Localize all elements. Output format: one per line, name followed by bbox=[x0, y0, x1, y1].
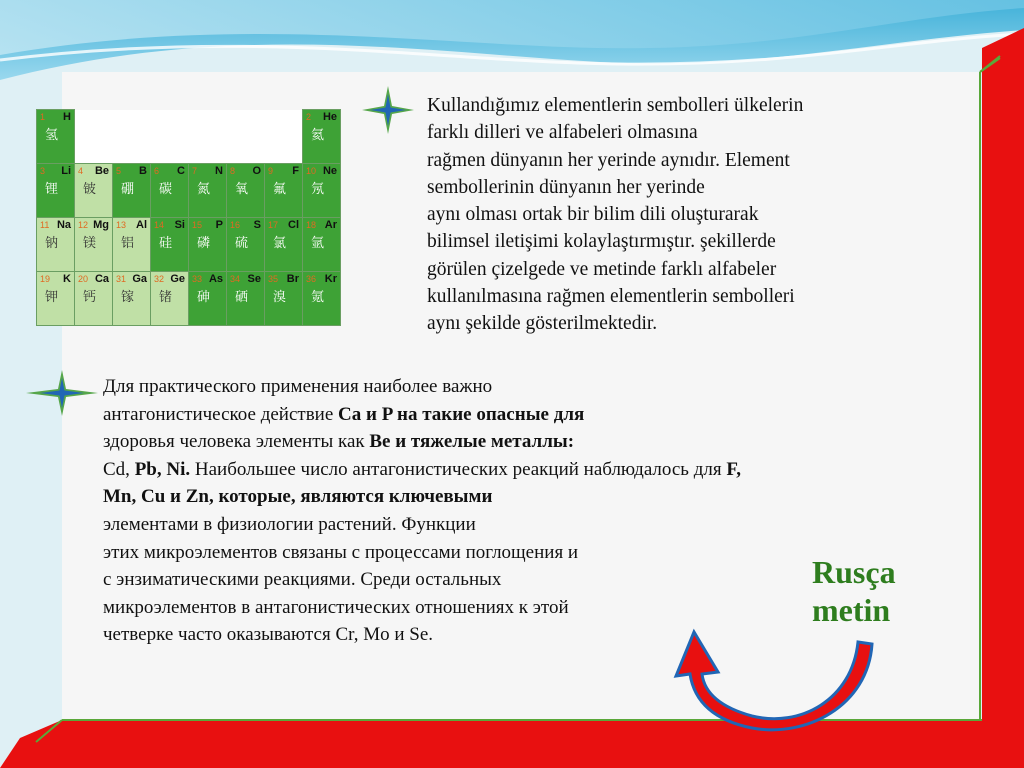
atomic-number: 32 bbox=[154, 274, 165, 284]
text-run: элементами в физиологии растений. Функции bbox=[103, 513, 476, 535]
element-cell-content bbox=[37, 110, 74, 163]
atomic-number: 8 bbox=[230, 166, 236, 176]
element-cell-content bbox=[227, 164, 264, 217]
chinese-name: 硼 bbox=[121, 182, 135, 197]
empty-cell bbox=[151, 110, 189, 164]
element-cell-content bbox=[113, 272, 150, 325]
element-cell bbox=[265, 218, 303, 272]
chinese-name: 镁 bbox=[83, 236, 97, 251]
element-cell-content bbox=[151, 164, 188, 217]
chinese-name: 碳 bbox=[159, 182, 173, 197]
element-cell bbox=[113, 164, 151, 218]
atomic-number: 5 bbox=[116, 166, 122, 176]
chinese-name: 氦 bbox=[311, 128, 325, 143]
text-run: здоровья человека элементы как bbox=[103, 431, 370, 453]
element-cell bbox=[75, 218, 113, 272]
chinese-name: 氯 bbox=[273, 236, 287, 251]
text-run: микроэлементов в антагонистических отношениях к этой bbox=[103, 596, 569, 618]
atomic-number: 35 bbox=[268, 274, 279, 284]
russian-line bbox=[103, 511, 933, 539]
element-symbol: P bbox=[215, 219, 223, 231]
element-symbol: Be bbox=[94, 165, 109, 177]
element-cell bbox=[151, 164, 189, 218]
element-symbol: Ar bbox=[324, 219, 337, 231]
element-cell bbox=[189, 272, 227, 326]
element-cell-content bbox=[303, 110, 340, 163]
periodic-row bbox=[37, 110, 341, 164]
russian-line bbox=[103, 621, 933, 649]
chinese-name: 砷 bbox=[197, 290, 211, 305]
element-cell bbox=[113, 218, 151, 272]
atomic-number: 36 bbox=[306, 274, 317, 284]
russian-line bbox=[103, 456, 933, 484]
periodic-row bbox=[37, 272, 341, 326]
element-cell bbox=[37, 272, 75, 326]
bold-run: Pb, Ni. bbox=[134, 458, 191, 480]
atomic-number: 12 bbox=[78, 220, 89, 230]
element-symbol: S bbox=[253, 219, 261, 231]
element-symbol: Si bbox=[174, 219, 185, 231]
element-cell-content bbox=[303, 164, 340, 217]
element-cell-content bbox=[189, 272, 226, 325]
text-run: Для практического применения наиболее важно bbox=[103, 376, 493, 397]
periodic-table bbox=[36, 109, 341, 326]
element-cell-content bbox=[37, 164, 74, 217]
empty-cell bbox=[227, 110, 265, 164]
russian-line bbox=[103, 539, 933, 567]
chinese-name: 硅 bbox=[159, 236, 173, 251]
element-cell-content bbox=[265, 218, 302, 271]
chinese-name: 锗 bbox=[159, 290, 173, 305]
element-symbol: Al bbox=[136, 219, 147, 231]
element-cell-content bbox=[75, 272, 112, 325]
element-cell-content bbox=[227, 218, 264, 271]
element-cell bbox=[151, 218, 189, 272]
text-run: этих микроэлементов связаны с процессами поглощения и bbox=[103, 541, 579, 563]
element-symbol: He bbox=[322, 111, 337, 123]
element-symbol: Na bbox=[56, 219, 71, 231]
element-symbol: Ca bbox=[94, 273, 109, 285]
label-line-1: Rusça bbox=[812, 554, 896, 590]
turkish-line: aynı şekilde gösterilmektedir. bbox=[427, 313, 658, 335]
bold-run: F, bbox=[726, 458, 741, 480]
text-run: четверке часто оказываются Cr, Mo и Se. bbox=[103, 624, 434, 646]
atomic-number: 7 bbox=[192, 166, 198, 176]
bold-run: Ca и P на такие опасные для bbox=[338, 403, 585, 425]
chinese-name: 钠 bbox=[45, 236, 59, 251]
element-cell bbox=[227, 164, 265, 218]
atomic-number: 10 bbox=[306, 166, 317, 176]
red-frame-bottom bbox=[0, 738, 982, 768]
element-cell bbox=[37, 218, 75, 272]
compass-star-icon bbox=[26, 370, 98, 416]
element-symbol: Cl bbox=[288, 219, 299, 231]
chinese-name: 氖 bbox=[311, 182, 325, 197]
russian-line bbox=[103, 373, 933, 401]
element-cell-content bbox=[227, 272, 264, 325]
atomic-number: 34 bbox=[230, 274, 241, 284]
chinese-name: 镓 bbox=[121, 290, 135, 305]
element-cell-content bbox=[189, 218, 226, 271]
atomic-number: 18 bbox=[306, 220, 317, 230]
atomic-number: 33 bbox=[192, 274, 203, 284]
element-cell bbox=[37, 110, 75, 164]
element-cell bbox=[227, 272, 265, 326]
atomic-number: 14 bbox=[154, 220, 165, 230]
atomic-number: 3 bbox=[40, 166, 46, 176]
chinese-name: 硫 bbox=[235, 236, 249, 251]
element-cell bbox=[189, 218, 227, 272]
turkish-line: görülen çizelgede ve metinde farklı alfabeler bbox=[427, 258, 777, 280]
russian-paragraph bbox=[103, 373, 933, 649]
russian-line bbox=[103, 428, 933, 456]
text-run: Cd, bbox=[103, 458, 135, 480]
empty-cell bbox=[265, 110, 303, 164]
element-cell bbox=[75, 164, 113, 218]
element-cell-content bbox=[189, 164, 226, 217]
russian-line bbox=[103, 483, 933, 511]
chinese-name: 氩 bbox=[311, 236, 325, 251]
chinese-name: 氪 bbox=[311, 290, 325, 305]
element-symbol: Ne bbox=[322, 165, 337, 177]
element-symbol: Se bbox=[247, 273, 261, 285]
element-symbol: Ge bbox=[170, 273, 185, 285]
atomic-number: 20 bbox=[78, 274, 89, 284]
turkish-line: aynı olması ortak bir bilim dili oluşturarak bbox=[427, 204, 759, 226]
label-line-2: metin bbox=[812, 592, 891, 628]
text-run: Наибольшее число антагонистических реакций наблюдалось для bbox=[190, 458, 727, 480]
russian-text-label bbox=[812, 553, 896, 629]
element-cell-content bbox=[151, 272, 188, 325]
chinese-name: 铍 bbox=[83, 182, 97, 197]
russian-line bbox=[103, 566, 933, 594]
element-cell-content bbox=[113, 164, 150, 217]
element-cell bbox=[265, 272, 303, 326]
atomic-number: 6 bbox=[154, 166, 160, 176]
text-run: антагонистическое действие bbox=[103, 403, 339, 425]
atomic-number: 2 bbox=[306, 112, 312, 122]
russian-line bbox=[103, 401, 933, 429]
element-symbol: K bbox=[63, 273, 71, 285]
atomic-number: 31 bbox=[116, 274, 127, 284]
turkish-line: bilimsel iletişimi kolaylaştırmıştır. şekillerde bbox=[427, 231, 776, 253]
chinese-name: 钙 bbox=[83, 290, 97, 305]
russian-line bbox=[103, 594, 933, 622]
element-symbol: B bbox=[139, 165, 147, 177]
element-symbol: Br bbox=[286, 273, 299, 285]
empty-cell bbox=[189, 110, 227, 164]
element-cell bbox=[37, 164, 75, 218]
element-cell bbox=[265, 164, 303, 218]
element-cell-content bbox=[75, 164, 112, 217]
atomic-number: 17 bbox=[268, 220, 279, 230]
chinese-name: 氢 bbox=[45, 128, 59, 143]
turkish-line: sembollerinin dünyanın her yerinde bbox=[427, 176, 705, 198]
red-frame-right bbox=[982, 28, 1024, 768]
turkish-line: rağmen dünyanın her yerinde aynıdır. Element bbox=[427, 149, 790, 171]
element-symbol: As bbox=[208, 273, 223, 285]
chinese-name: 锂 bbox=[45, 182, 59, 197]
element-cell bbox=[303, 272, 341, 326]
element-symbol: H bbox=[63, 111, 71, 123]
element-cell bbox=[303, 110, 341, 164]
atomic-number: 4 bbox=[78, 166, 84, 176]
turkish-line: farklı dilleri ve alfabeleri olmasına bbox=[427, 122, 698, 144]
bold-run: Mn, Cu и Zn, которые, являются ключевыми bbox=[103, 486, 493, 508]
chinese-name: 硒 bbox=[235, 290, 249, 305]
element-cell-content bbox=[37, 218, 74, 271]
chinese-name: 钾 bbox=[45, 290, 59, 305]
empty-cell bbox=[113, 110, 151, 164]
chinese-name: 氮 bbox=[197, 182, 211, 197]
atomic-number: 11 bbox=[40, 220, 50, 230]
element-symbol: N bbox=[215, 165, 223, 177]
element-symbol: Kr bbox=[324, 273, 337, 285]
element-cell bbox=[303, 218, 341, 272]
chinese-name: 溴 bbox=[273, 290, 287, 305]
atomic-number: 13 bbox=[116, 220, 127, 230]
bold-run: Be и тяжелые металлы: bbox=[369, 431, 575, 453]
element-cell-content bbox=[265, 164, 302, 217]
element-cell-content bbox=[303, 218, 340, 271]
chinese-name: 磷 bbox=[197, 236, 211, 251]
element-cell-content bbox=[151, 218, 188, 271]
element-cell-content bbox=[75, 218, 112, 271]
empty-cell bbox=[75, 110, 113, 164]
red-frame-bottom-top bbox=[20, 720, 982, 738]
element-cell bbox=[151, 272, 189, 326]
atomic-number: 9 bbox=[268, 166, 274, 176]
periodic-row bbox=[37, 218, 341, 272]
turkish-paragraph bbox=[427, 92, 917, 338]
element-cell-content bbox=[303, 272, 340, 325]
element-cell-content bbox=[265, 272, 302, 325]
element-symbol: F bbox=[292, 165, 299, 177]
element-cell-content bbox=[37, 272, 74, 325]
chinese-name: 氧 bbox=[235, 182, 249, 197]
compass-star-icon bbox=[362, 86, 414, 134]
element-symbol: O bbox=[252, 165, 261, 177]
element-cell bbox=[227, 218, 265, 272]
chinese-name: 铝 bbox=[121, 236, 135, 251]
text-run: с энзиматическими реакциями. Среди остальных bbox=[103, 569, 502, 591]
element-cell bbox=[189, 164, 227, 218]
atomic-number: 19 bbox=[40, 274, 51, 284]
element-cell bbox=[303, 164, 341, 218]
periodic-row bbox=[37, 164, 341, 218]
element-cell bbox=[75, 272, 113, 326]
turkish-line: Kullandığımız elementlerin sembolleri ülkelerin bbox=[427, 95, 804, 116]
chinese-name: 氟 bbox=[273, 182, 287, 197]
element-symbol: Ga bbox=[132, 273, 147, 285]
element-cell bbox=[113, 272, 151, 326]
element-symbol: C bbox=[177, 165, 185, 177]
element-symbol: Mg bbox=[93, 219, 109, 231]
turkish-line: kullanılmasına rağmen elementlerin sembolleri bbox=[427, 286, 795, 308]
atomic-number: 1 bbox=[40, 112, 46, 122]
element-cell-content bbox=[113, 218, 150, 271]
atomic-number: 16 bbox=[230, 220, 241, 230]
element-symbol: Li bbox=[61, 165, 71, 177]
atomic-number: 15 bbox=[192, 220, 203, 230]
